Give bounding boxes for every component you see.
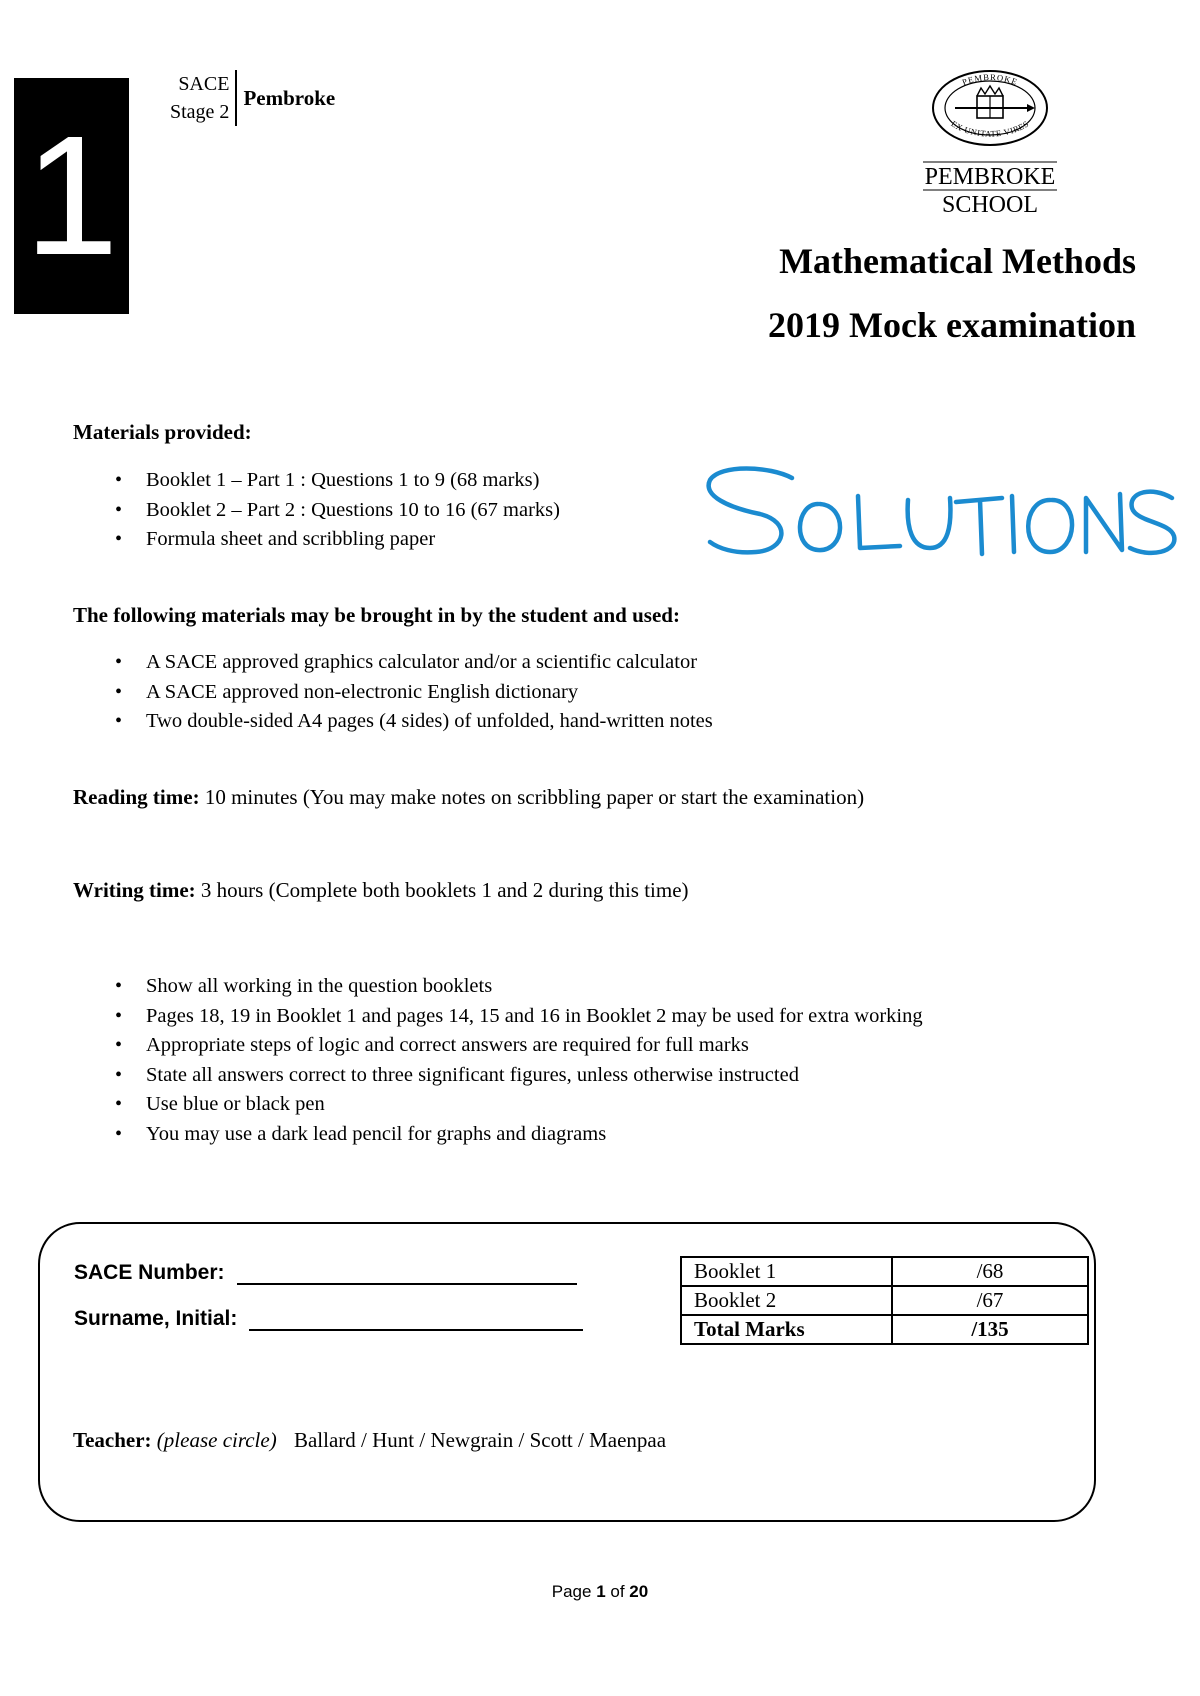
booklet-number: 1: [24, 101, 119, 291]
school-name: Pembroke: [243, 86, 336, 110]
marks-value: /68: [892, 1257, 1088, 1286]
table-row: [681, 1257, 1088, 1286]
sace-number-label: SACE Number:: [74, 1261, 225, 1284]
crest-ring-top-text: PEMBROKE: [960, 71, 1020, 88]
surname-label: Surname, Initial:: [74, 1307, 238, 1330]
list-item: • Use blue or black pen: [73, 1090, 1173, 1120]
crest-ring-bottom-text: EX UNITATE VIRES: [949, 118, 1031, 139]
writing-time-label: Writing time:: [73, 878, 196, 902]
list-item: • A SACE approved non-electronic English dictionary: [73, 678, 973, 708]
crest-name-line2: SCHOOL: [941, 192, 1039, 216]
surname-row: [74, 1307, 583, 1331]
teacher-hint: (please circle): [156, 1428, 277, 1452]
school-crest-logo: [915, 66, 1065, 216]
teacher-label: Teacher:: [73, 1428, 152, 1452]
list-item: • A SACE approved graphics calculator and/or a scientific calculator: [73, 648, 973, 678]
writing-time: [73, 878, 689, 903]
reading-time-label: Reading time:: [73, 785, 200, 809]
instructions-list: [73, 972, 1173, 1149]
handwritten-solutions-stamp: [700, 456, 1180, 576]
subject-title: Mathematical Methods: [779, 241, 1136, 281]
list-item: • Show all working in the question booklets: [73, 972, 1173, 1002]
marks-label: Total Marks: [681, 1315, 892, 1344]
materials-list: [73, 466, 693, 555]
marks-value: /67: [892, 1286, 1088, 1315]
reading-time-text: 10 minutes (You may make notes on scribbling paper or start the examination): [199, 785, 865, 809]
booklet-number-block: [14, 78, 129, 314]
page-prefix: Page: [551, 1582, 597, 1601]
sace-number-field[interactable]: [237, 1263, 577, 1285]
exam-title: 2019 Mock examination: [768, 305, 1136, 345]
marks-value: /135: [892, 1315, 1088, 1344]
brought-in-list: [73, 648, 973, 737]
writing-time-text: 3 hours (Complete both booklets 1 and 2 during this time): [195, 878, 689, 902]
sace-number-row: [74, 1261, 577, 1285]
sace-header: [170, 70, 335, 126]
materials-heading: Materials provided:: [73, 420, 252, 444]
list-item: • You may use a dark lead pencil for graphs and diagrams: [73, 1120, 1173, 1150]
list-item: • Pages 18, 19 in Booklet 1 and pages 14, 15 and 16 in Booklet 2 may be used for extra working: [73, 1002, 1173, 1032]
surname-field[interactable]: [249, 1309, 583, 1331]
page-total: 20: [629, 1582, 649, 1601]
stage-label: Stage 2: [170, 101, 230, 123]
page-current: 1: [596, 1582, 606, 1601]
svg-text:EX UNITATE VIRES: [949, 118, 1030, 138]
page-middle: of: [605, 1582, 630, 1601]
crest-name-line1: PEMBROKE: [924, 164, 1056, 190]
list-item: • Booklet 1 – Part 1 : Questions 1 to 9 (68 marks): [73, 466, 693, 496]
list-item: • State all answers correct to three significant figures, unless otherwise instructed: [73, 1061, 1173, 1091]
list-item: • Formula sheet and scribbling paper: [73, 525, 693, 555]
marks-label: Booklet 1: [681, 1257, 892, 1286]
brought-in-heading: The following materials may be brought in by the student and used:: [73, 603, 680, 627]
sace-stage-label: [170, 70, 237, 126]
table-row: [681, 1286, 1088, 1315]
marks-label: Booklet 2: [681, 1286, 892, 1315]
teacher-row: [73, 1428, 666, 1453]
page-footer: [0, 1582, 1200, 1602]
list-item: • Two double-sided A4 pages (4 sides) of unfolded, hand-written notes: [73, 707, 973, 737]
sace-label: SACE: [178, 73, 230, 95]
teacher-options[interactable]: Ballard / Hunt / Newgrain / Scott / Maenpaa: [293, 1428, 667, 1452]
list-item: • Booklet 2 – Part 2 : Questions 10 to 16 (67 marks): [73, 496, 693, 526]
list-item: • Appropriate steps of logic and correct answers are required for full marks: [73, 1031, 1173, 1061]
reading-time: [73, 785, 864, 810]
table-row-total: [681, 1315, 1088, 1344]
marks-table: [680, 1256, 1089, 1345]
